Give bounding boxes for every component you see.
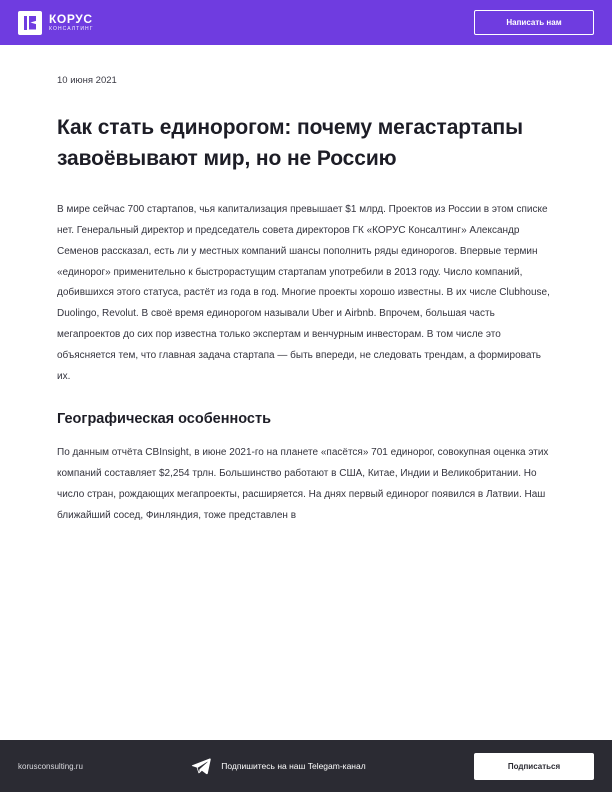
- korus-logo-icon: [18, 11, 42, 35]
- page-title: Как стать единорогом: почему мегастартапы завоёвывают мир, но не Россию: [57, 116, 523, 171]
- telegram-subscribe-block[interactable]: [191, 756, 365, 776]
- brand-logo-text: [49, 13, 94, 32]
- article-paragraph-1: В мире сейчас 700 стартапов, чья капитализация превышает $1 млрд. Проектов из России в этом списке нет. Генеральный директор и председатель совета директоров ГК «КОРУС Консалтинг» Александр Семенов рассказал, есть ли у местных компаний шансы пополнить ряды единорогов. Впервые термин «единорог» применительно к быстрорастущим стартапам употребили в 2013 году. Число компаний, добившихся этого статуса, растёт из года в год. Многие проекты хорошо известны. В их числе Clubhouse, Duolingo, Revolut. В своё время единорогом называли Uber и Airbnb. Впрочем, большая часть мегапроектов до сих пор известна только экспертам и венчурным инвесторам. В том числе это объясняется тем, что главная задача стартапа — быть впереди, не следовать трендам, а формировать их.: [57, 204, 550, 382]
- site-footer: [0, 740, 612, 792]
- footer-site-url[interactable]: korusconsulting.ru: [18, 761, 83, 771]
- footer-subscribe-text: Подпишитесь на наш Telegam-канал: [221, 761, 366, 771]
- telegram-icon: [191, 756, 211, 776]
- brand-tagline: КОНСАЛТИНГ: [49, 26, 94, 32]
- subscribe-button[interactable]: Подписаться: [474, 753, 594, 780]
- contact-us-button[interactable]: Написать нам: [474, 10, 594, 35]
- site-header: [0, 0, 612, 45]
- article-subheading: Географическая особенность: [57, 411, 272, 428]
- brand-logo[interactable]: [18, 11, 94, 35]
- article-paragraph-2: По данным отчёта CBInsight, в июне 2021-го на планете «пасётся» 701 единорог, совокупная оценка этих компаний составляет $2,254 трлн. Большинство работают в США, Китае, Индии и Великобритании. Но число стран, рождающих мегапроекты, расширяется. На днях первый единорог появился в Латвии. Наш ближайший сосед, Финляндия, тоже представлен в: [57, 447, 549, 521]
- publish-date: 10 июня 2021: [57, 75, 117, 86]
- article-content: [0, 45, 612, 740]
- brand-name: КОРУС: [49, 12, 93, 26]
